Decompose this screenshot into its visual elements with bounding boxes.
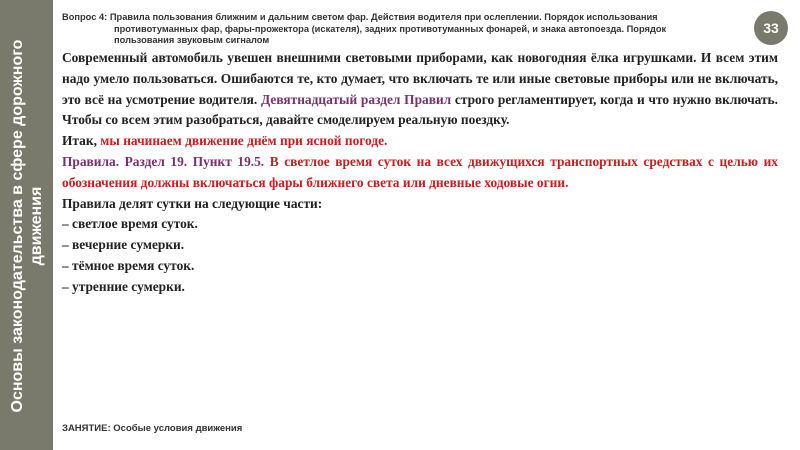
question-line-1: Вопрос 4: Правила пользования ближним и дальним светом фар. Действия водителя при ослеплении. Порядок использования [62, 12, 658, 22]
scenario-prefix: Итак, [62, 133, 101, 149]
section-reference: Девятнадцатый раздел Правил [261, 91, 452, 107]
intro-paragraph [62, 48, 778, 131]
intro-tail: строго регламентирует, когда и что нужно включать. Чтобы со всем этим разобраться, давайте смоделируем реальную поездку. [62, 91, 778, 128]
rule-paragraph [62, 152, 778, 194]
sidebar-title: Основы законодательства в сфере дорожного движения [9, 39, 45, 413]
lesson-label: ЗАНЯТИЕ: [62, 423, 111, 434]
day-parts-intro: Правила делят сутки на следующие части: [62, 195, 323, 211]
scenario-text: мы начинаем движение днём при ясной погоде. [100, 133, 388, 149]
slide-content [62, 48, 778, 298]
question-line-3: пользования звуковым сигналом [114, 35, 270, 45]
rule-text: В светлое время суток на всех движущихся транспортных средствах с целью их обозначения должны включаться фары ближнего света или дневные ходовые огни. [62, 153, 778, 190]
list-item: – светлое время суток. [62, 216, 198, 232]
list-item: – тёмное время суток. [62, 257, 195, 273]
list-item: – вечерние сумерки. [62, 237, 185, 253]
rule-reference: Правила. Раздел 19. Пункт 19.5. [62, 153, 265, 169]
sidebar [0, 0, 53, 450]
lesson-footer [62, 423, 242, 434]
lesson-title: Особые условия движения [110, 423, 243, 434]
question-header [62, 12, 712, 47]
slide-number-badge: 33 [754, 11, 788, 45]
question-line-2: противотуманных фар, фары-прожектора (искателя), задних противотуманных фонарей, и знака автопоезда. Порядок [114, 23, 667, 34]
list-item: – утренние сумерки. [62, 278, 185, 294]
scenario-paragraph [62, 131, 778, 152]
intro-text: Современный автомобиль увешен внешними световыми приборами, как новогодняя ёлка игрушками. И всем этим надо умело пользоваться. Ошибаются те, кто думает, что включать те или иные световые приборы или не включать, это всё на усмотрение водителя. [62, 50, 778, 107]
